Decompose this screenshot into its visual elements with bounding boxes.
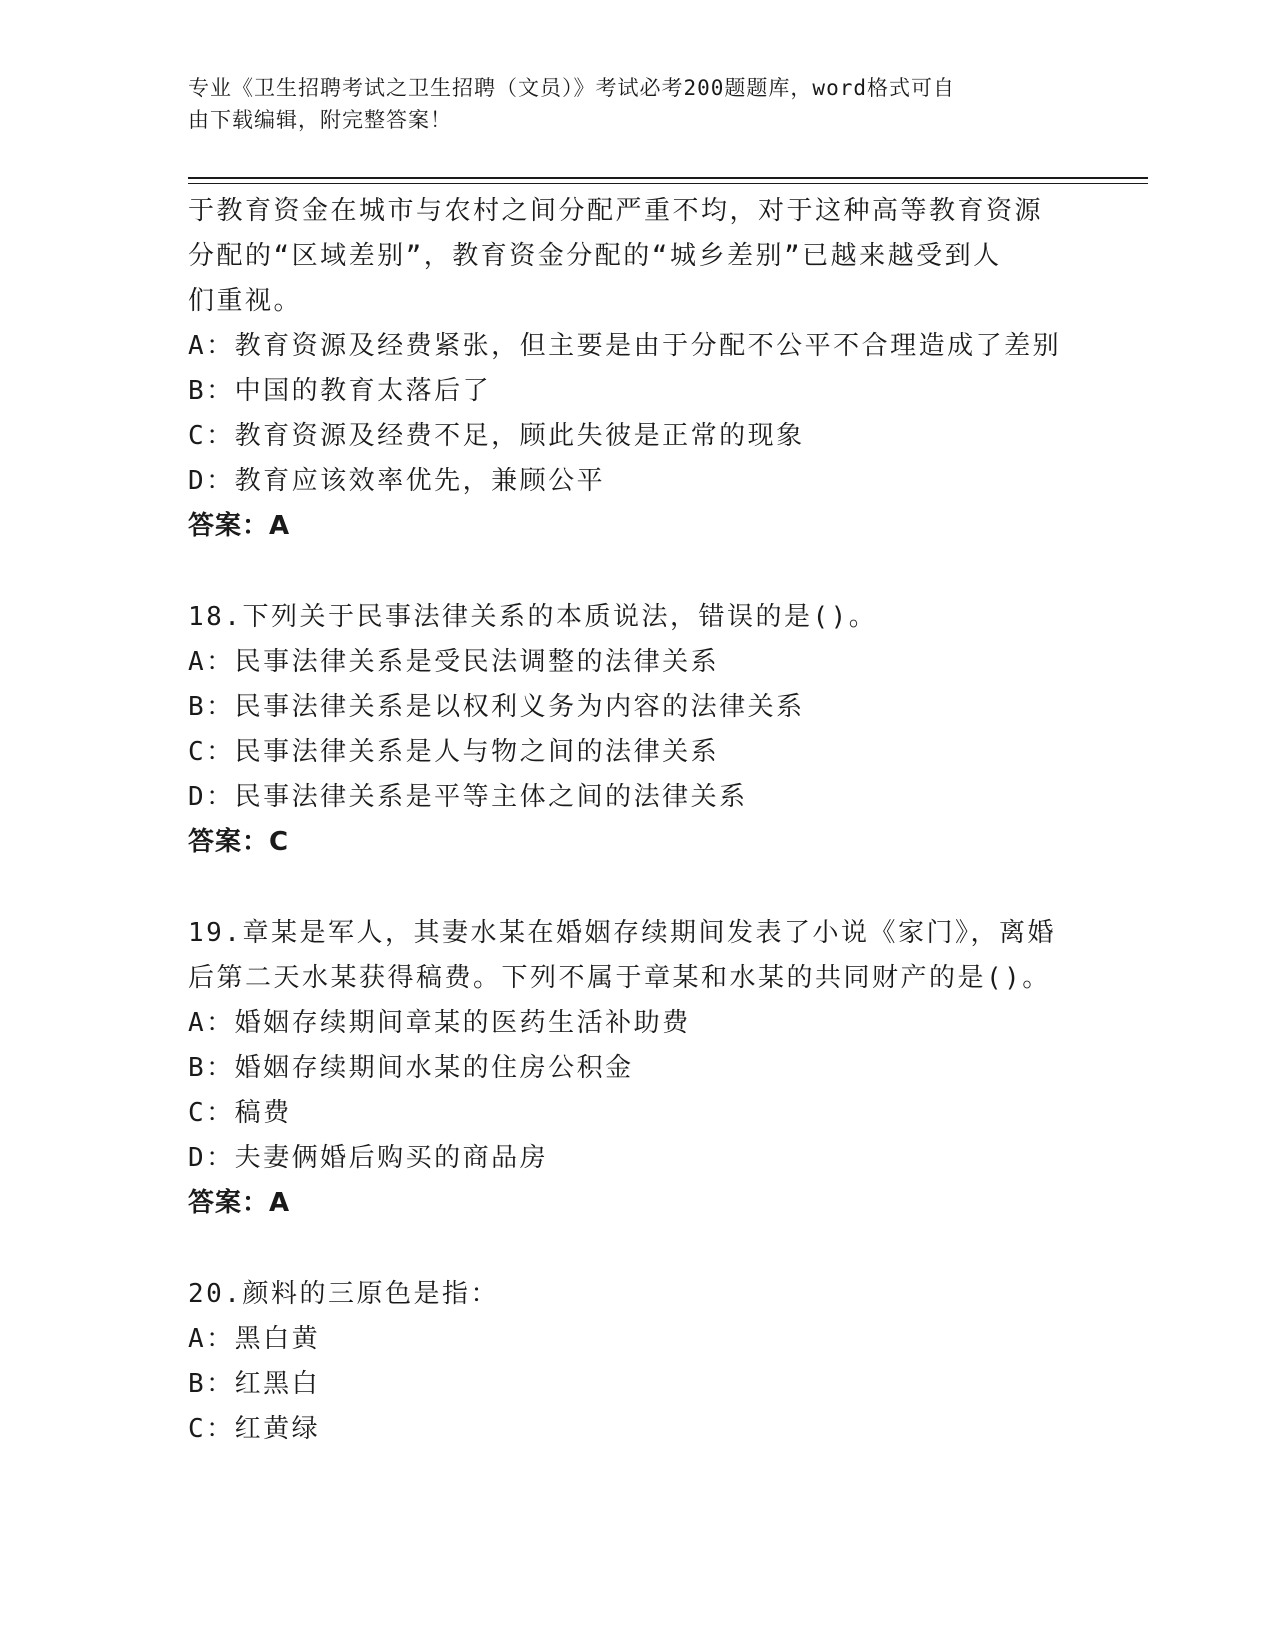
option-c: C：红黄绿: [188, 1414, 321, 1444]
question-20: [188, 1272, 1088, 1452]
question-spacer: [188, 549, 1088, 595]
question-stem-line: 18.下列关于民事法律关系的本质说法，错误的是()。: [188, 602, 878, 632]
question-18: [188, 595, 1088, 865]
question-spacer: [188, 1226, 1088, 1272]
option-c: C：民事法律关系是人与物之间的法律关系: [188, 737, 720, 767]
question-17: [188, 189, 1088, 549]
question-stem-line: 20.颜料的三原色是指：: [188, 1279, 499, 1309]
option-a: A：黑白黄: [188, 1324, 321, 1354]
question-19: [188, 911, 1088, 1226]
question-stem-line: 分配的“区域差别”，教育资金分配的“城乡差别”已越来越受到人: [188, 241, 1002, 271]
option-c: C：教育资源及经费不足，顾此失彼是正常的现象: [188, 421, 805, 451]
option-a: A：民事法律关系是受民法调整的法律关系: [188, 647, 720, 677]
option-a: A：教育资源及经费紧张，但主要是由于分配不公平不合理造成了差别: [188, 331, 1062, 361]
question-spacer: [188, 865, 1088, 911]
option-b: B：婚姻存续期间水某的住房公积金: [188, 1053, 634, 1083]
option-b: B：中国的教育太落后了: [188, 376, 492, 406]
option-a: A：婚姻存续期间章某的医药生活补助费: [188, 1008, 691, 1038]
answer-line: 答案：A: [188, 1188, 291, 1218]
option-b: B：民事法律关系是以权利义务为内容的法律关系: [188, 692, 805, 722]
option-b: B：红黑白: [188, 1369, 321, 1399]
question-stem-line: 19.章某是军人，其妻水某在婚姻存续期间发表了小说《家门》，离婚: [188, 918, 1056, 948]
answer-line: 答案：C: [188, 827, 290, 857]
option-d: D：夫妻俩婚后购买的商品房: [188, 1143, 549, 1173]
document-header: [188, 72, 1088, 136]
header-line-2: 由下载编辑，附完整答案！: [188, 108, 452, 132]
option-c: C：稿费: [188, 1098, 292, 1128]
option-d: D：民事法律关系是平等主体之间的法律关系: [188, 782, 748, 812]
answer-line: 答案：A: [188, 511, 291, 541]
header-line-1: 专业《卫生招聘考试之卫生招聘（文员）》考试必考200题题库，word格式可自: [188, 76, 955, 100]
header-divider-thick: [188, 177, 1148, 179]
question-list: [188, 189, 1088, 1452]
question-stem-line: 于教育资金在城市与农村之间分配严重不均，对于这种高等教育资源: [188, 196, 1044, 226]
header-divider-thin: [188, 183, 1148, 184]
option-d: D：教育应该效率优先，兼顾公平: [188, 466, 606, 496]
question-stem-line: 后第二天水某获得稿费。下列不属于章某和水某的共同财产的是()。: [188, 963, 1051, 993]
question-stem-line: 们重视。: [188, 286, 303, 316]
